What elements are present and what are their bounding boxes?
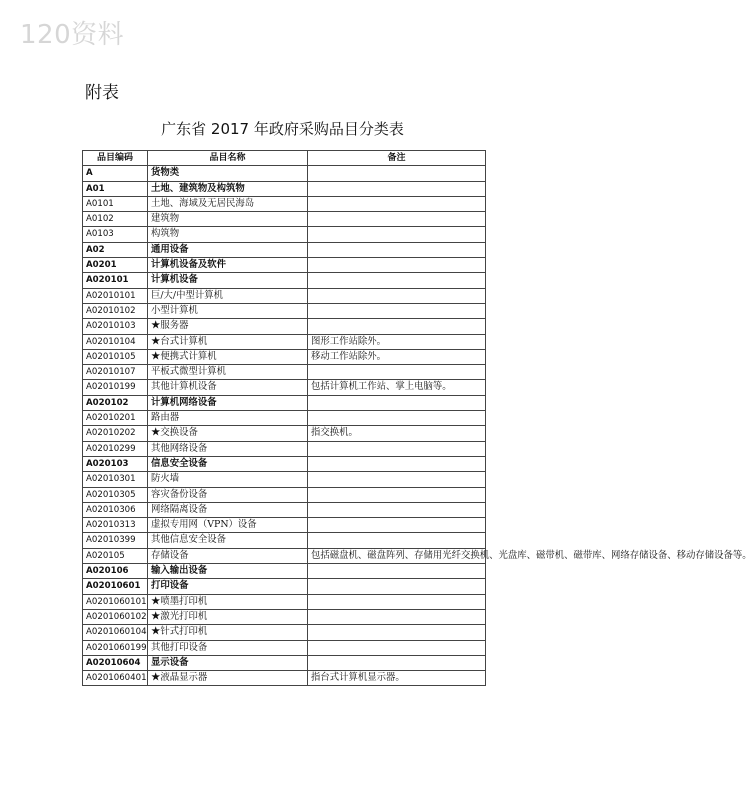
- item-note-cell: [308, 609, 486, 624]
- watermark: 120资料: [20, 20, 125, 50]
- table-row: [83, 319, 486, 334]
- item-name-cell: 建筑物: [148, 212, 308, 227]
- item-name-cell: 小型计算机: [148, 303, 308, 318]
- item-code-cell: A02010102: [83, 303, 148, 318]
- item-code-cell: A020102: [83, 395, 148, 410]
- table-row: [83, 579, 486, 594]
- item-code-cell: A01: [83, 181, 148, 196]
- item-code-cell: A02010301: [83, 472, 148, 487]
- table-row: [83, 227, 486, 242]
- item-name-cell: 平板式微型计算机: [148, 365, 308, 380]
- table-row: [83, 502, 486, 517]
- table-row: [83, 334, 486, 349]
- header-code: 品目编码: [83, 151, 148, 166]
- item-note-cell: [308, 518, 486, 533]
- table-row: [83, 288, 486, 303]
- item-name-cell: 存储设备: [148, 548, 308, 563]
- item-code-cell: A020105: [83, 548, 148, 563]
- table-row: [83, 166, 486, 181]
- item-note-cell: [308, 594, 486, 609]
- item-note-cell: [308, 365, 486, 380]
- item-code-cell: A02010313: [83, 518, 148, 533]
- page-title: 广东省 2017 年政府采购品目分类表: [161, 120, 404, 138]
- item-code-cell: A0201060104: [83, 625, 148, 640]
- item-name-cell: ★交换设备: [148, 426, 308, 441]
- item-note-cell: [308, 441, 486, 456]
- table-row: [83, 564, 486, 579]
- table-row: [83, 365, 486, 380]
- item-code-cell: A02: [83, 242, 148, 257]
- item-code-cell: A020106: [83, 564, 148, 579]
- item-name-cell: 路由器: [148, 411, 308, 426]
- item-note-cell: 包括计算机工作站、掌上电脑等。: [308, 380, 486, 395]
- table-row: [83, 181, 486, 196]
- table-row: [83, 548, 486, 563]
- item-note-cell: [308, 655, 486, 670]
- table-row: [83, 349, 486, 364]
- item-code-cell: A0201060101: [83, 594, 148, 609]
- item-name-cell: ★激光打印机: [148, 609, 308, 624]
- item-name-cell: 容灾备份设备: [148, 487, 308, 502]
- item-name-cell: ★液晶显示器: [148, 671, 308, 686]
- item-note-cell: [308, 212, 486, 227]
- item-note-cell: [308, 472, 486, 487]
- item-name-cell: 其他计算机设备: [148, 380, 308, 395]
- table-header-row: [83, 151, 486, 166]
- item-code-cell: A02010105: [83, 349, 148, 364]
- item-code-cell: A02010103: [83, 319, 148, 334]
- item-code-cell: A0102: [83, 212, 148, 227]
- item-code-cell: A02010101: [83, 288, 148, 303]
- item-name-cell: 计算机设备及软件: [148, 258, 308, 273]
- item-note-cell: [308, 502, 486, 517]
- item-note-cell: [308, 303, 486, 318]
- table-row: [83, 303, 486, 318]
- item-name-cell: 虚拟专用网（VPN）设备: [148, 518, 308, 533]
- item-note-cell: [308, 242, 486, 257]
- table-row: [83, 487, 486, 502]
- table-row: [83, 671, 486, 686]
- item-code-cell: A02010305: [83, 487, 148, 502]
- item-name-cell: 防火墙: [148, 472, 308, 487]
- item-note-cell: [308, 196, 486, 211]
- item-note-cell: [308, 258, 486, 273]
- table-row: [83, 594, 486, 609]
- item-code-cell: A02010299: [83, 441, 148, 456]
- table-row: [83, 441, 486, 456]
- item-code-cell: A02010107: [83, 365, 148, 380]
- item-name-cell: 构筑物: [148, 227, 308, 242]
- item-code-cell: A02010199: [83, 380, 148, 395]
- item-name-cell: 打印设备: [148, 579, 308, 594]
- item-code-cell: A0103: [83, 227, 148, 242]
- table-row: [83, 609, 486, 624]
- item-name-cell: 货物类: [148, 166, 308, 181]
- table-row: [83, 395, 486, 410]
- table-row: [83, 212, 486, 227]
- table-row: [83, 273, 486, 288]
- item-name-cell: 其他信息安全设备: [148, 533, 308, 548]
- item-note-cell: [308, 395, 486, 410]
- item-note-cell: 指台式计算机显示器。: [308, 671, 486, 686]
- table-row: [83, 426, 486, 441]
- item-code-cell: A0101: [83, 196, 148, 211]
- item-code-cell: A020103: [83, 456, 148, 471]
- item-note-cell: 移动工作站除外。: [308, 349, 486, 364]
- appendix-label: 附表: [85, 83, 119, 103]
- item-note-cell: [308, 273, 486, 288]
- item-name-cell: 巨/大/中型计算机: [148, 288, 308, 303]
- item-note-cell: [308, 166, 486, 181]
- item-note-cell: [308, 487, 486, 502]
- item-code-cell: A02010104: [83, 334, 148, 349]
- category-table: [82, 150, 752, 686]
- item-code-cell: A020101: [83, 273, 148, 288]
- item-name-cell: 通用设备: [148, 242, 308, 257]
- item-code-cell: A0201060102: [83, 609, 148, 624]
- item-name-cell: ★台式计算机: [148, 334, 308, 349]
- item-note-cell: 包括磁盘机、磁盘阵列、存储用光纤交换机、光盘库、磁带机、磁带库、网络存储设备、移动存储设备等。: [308, 548, 486, 563]
- item-code-cell: A02010601: [83, 579, 148, 594]
- item-note-cell: [308, 456, 486, 471]
- table-row: [83, 242, 486, 257]
- item-code-cell: A0201: [83, 258, 148, 273]
- item-note-cell: [308, 181, 486, 196]
- item-name-cell: 显示设备: [148, 655, 308, 670]
- item-note-cell: [308, 288, 486, 303]
- item-name-cell: 土地、建筑物及构筑物: [148, 181, 308, 196]
- item-name-cell: ★针式打印机: [148, 625, 308, 640]
- item-note-cell: [308, 319, 486, 334]
- table-row: [83, 533, 486, 548]
- table-row: [83, 655, 486, 670]
- item-note-cell: [308, 533, 486, 548]
- item-note-cell: [308, 579, 486, 594]
- table-row: [83, 472, 486, 487]
- item-name-cell: 输入输出设备: [148, 564, 308, 579]
- item-name-cell: 其他网络设备: [148, 441, 308, 456]
- item-note-cell: [308, 564, 486, 579]
- item-name-cell: ★服务器: [148, 319, 308, 334]
- item-name-cell: 网络隔离设备: [148, 502, 308, 517]
- item-name-cell: 土地、海域及无居民海岛: [148, 196, 308, 211]
- header-note: 备注: [308, 151, 486, 166]
- item-note-cell: [308, 625, 486, 640]
- item-note-cell: [308, 227, 486, 242]
- item-code-cell: A02010604: [83, 655, 148, 670]
- item-note-cell: [308, 640, 486, 655]
- table-row: [83, 196, 486, 211]
- item-name-cell: 其他打印设备: [148, 640, 308, 655]
- table-row: [83, 258, 486, 273]
- item-code-cell: A02010399: [83, 533, 148, 548]
- item-code-cell: A02010202: [83, 426, 148, 441]
- item-name-cell: ★便携式计算机: [148, 349, 308, 364]
- item-code-cell: A02010306: [83, 502, 148, 517]
- table-body: [83, 166, 752, 686]
- table-row: [83, 518, 486, 533]
- table-row: [83, 411, 486, 426]
- table-row: [83, 640, 486, 655]
- item-name-cell: 信息安全设备: [148, 456, 308, 471]
- table-row: [83, 380, 486, 395]
- item-note-cell: 图形工作站除外。: [308, 334, 486, 349]
- item-code-cell: A: [83, 166, 148, 181]
- header-name: 品目名称: [148, 151, 308, 166]
- item-code-cell: A0201060199: [83, 640, 148, 655]
- item-code-cell: A0201060401: [83, 671, 148, 686]
- item-code-cell: A02010201: [83, 411, 148, 426]
- table-row: [83, 625, 486, 640]
- item-name-cell: 计算机设备: [148, 273, 308, 288]
- table-row: [83, 456, 486, 471]
- item-name-cell: 计算机网络设备: [148, 395, 308, 410]
- item-note-cell: [308, 411, 486, 426]
- item-name-cell: ★喷墨打印机: [148, 594, 308, 609]
- item-note-cell: 指交换机。: [308, 426, 486, 441]
